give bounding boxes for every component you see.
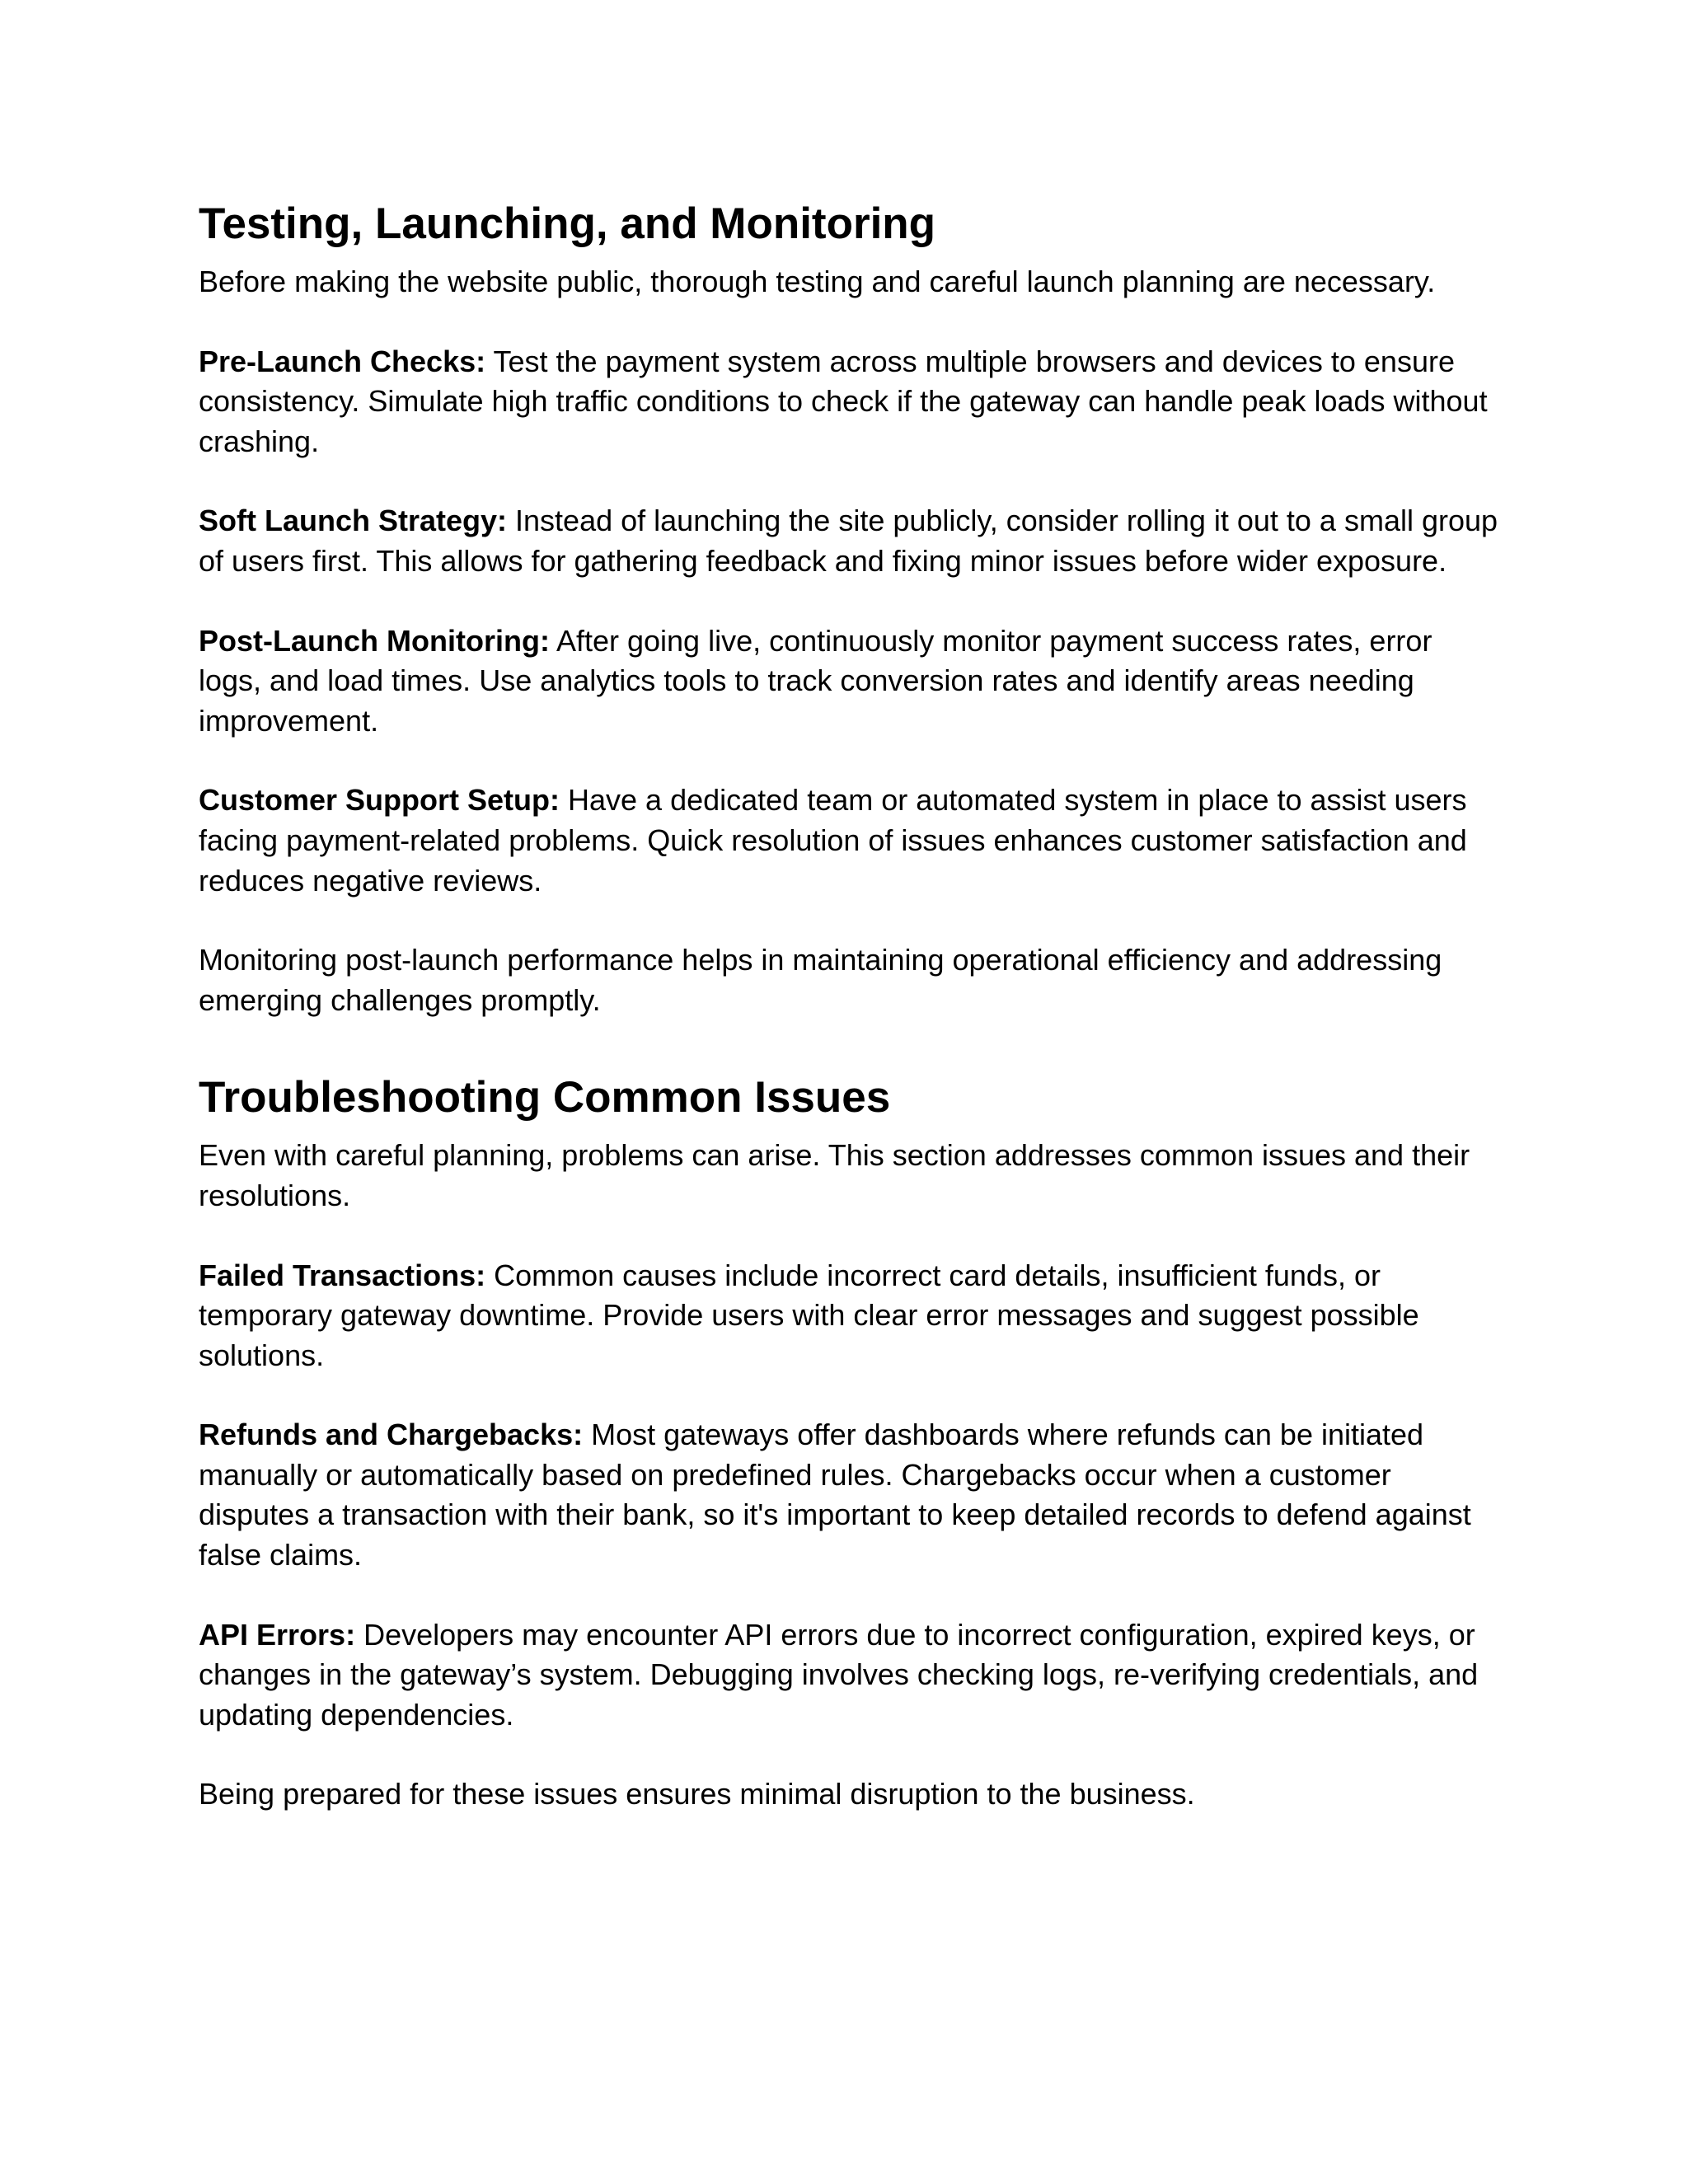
- section-heading: Troubleshooting Common Issues: [199, 1073, 891, 1122]
- item-text: Common causes include incorrect card details, insufficient funds, or temporary gateway downtime. Provide users with clear error messages and suggest possible solutions.: [199, 1258, 1419, 1372]
- list-item: [199, 1256, 1501, 1376]
- item-text: After going live, continuously monitor payment success rates, error logs, and load times. Use analytics tools to track conversion rates and identify areas needing improvement.: [199, 623, 1432, 738]
- list-item: [199, 501, 1501, 581]
- section-heading: Testing, Launching, and Monitoring: [199, 199, 936, 248]
- item-text: Developers may encounter API errors due to incorrect configuration, expired keys, or changes in the gateway’s system. Debugging involves checking logs, re-verifying credentials, and updating dependencies.: [199, 1617, 1479, 1732]
- section-closing: Being prepared for these issues ensures minimal disruption to the business.: [199, 1777, 1195, 1811]
- item-text: Instead of launching the site publicly, consider rolling it out to a small group of users first. This allows for gathering feedback and fixing minor issues before wider exposure.: [199, 504, 1498, 578]
- item-term: Customer Support Setup:: [199, 783, 560, 818]
- list-item: [199, 1615, 1501, 1736]
- list-item: [199, 621, 1501, 742]
- list-item: [199, 342, 1501, 462]
- item-term: Pre-Launch Checks:: [199, 344, 486, 378]
- item-text: Have a dedicated team or automated system in place to assist users facing payment-related problems. Quick resolution of issues enhances customer satisfaction and reduces negative reviews.: [199, 783, 1467, 898]
- section-closing: Monitoring post-launch performance helps in maintaining operational efficiency and addressing emerging challenges promptly.: [199, 943, 1442, 1017]
- item-term: Post-Launch Monitoring:: [199, 623, 550, 658]
- list-item: [199, 1415, 1501, 1575]
- item-text: Test the payment system across multiple browsers and devices to ensure consistency. Simulate high traffic conditions to check if the gateway can handle peak loads without crashing.: [199, 344, 1488, 458]
- item-term: Failed Transactions:: [199, 1258, 486, 1292]
- section-intro: Even with careful planning, problems can arise. This section addresses common issues and their resolutions.: [199, 1138, 1470, 1212]
- section-intro: Before making the website public, thorough testing and careful launch planning are necessary.: [199, 265, 1436, 298]
- item-text: Most gateways offer dashboards where refunds can be initiated manually or automatically based on predefined rules. Chargebacks occur when a customer disputes a transaction with their bank, so it's important to keep detailed records to defend against false claims.: [199, 1418, 1471, 1572]
- document-body: [199, 194, 1501, 1815]
- item-term: API Errors:: [199, 1617, 356, 1652]
- list-item: [199, 780, 1501, 901]
- item-term: Refunds and Chargebacks:: [199, 1418, 584, 1452]
- item-term: Soft Launch Strategy:: [199, 504, 508, 538]
